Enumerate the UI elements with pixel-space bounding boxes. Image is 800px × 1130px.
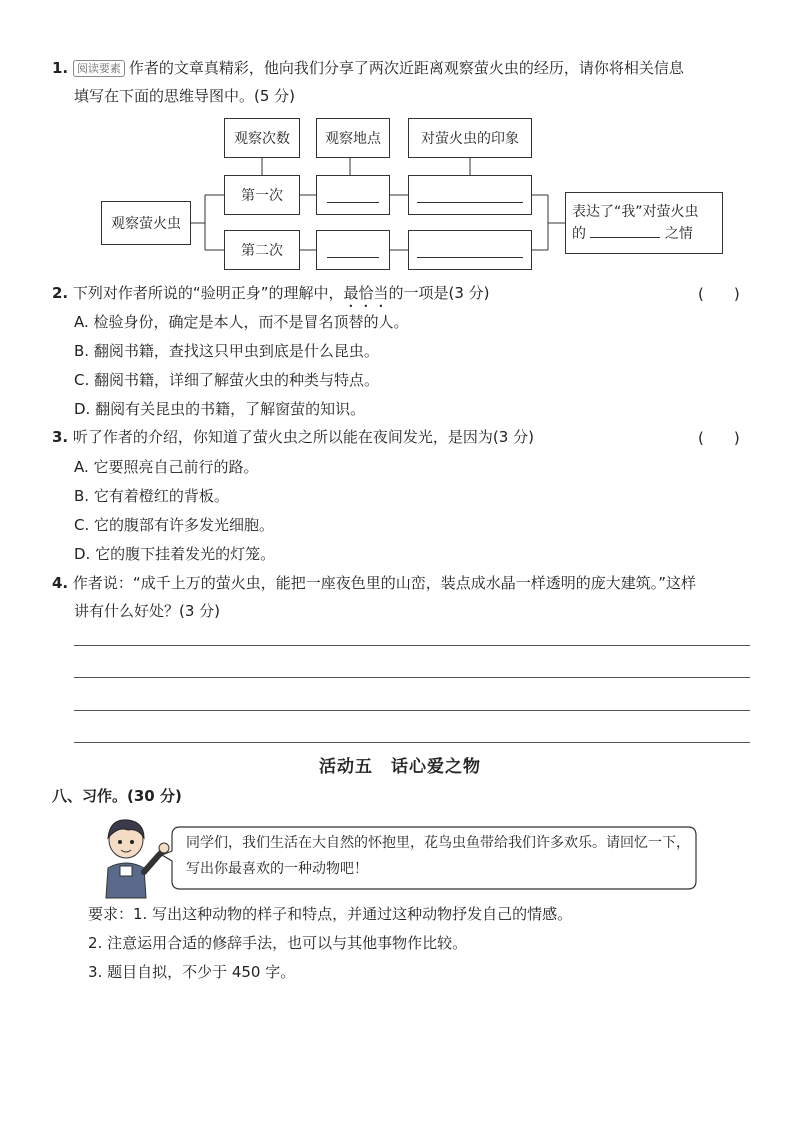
q2-answer-paren[interactable]: ( ) [698, 285, 740, 303]
summary-de: 的 [572, 226, 586, 242]
activity-title: 活动五 话心爱之物 [319, 757, 481, 777]
q2-text-post: 的一项是(3 分) [388, 284, 490, 302]
q4-text-line2: 讲有什么好处？(3 分) [74, 602, 221, 620]
speech-line1: 同学们，我们生活在大自然的怀抱里，花鸟虫鱼带给我们许多欢乐。请回忆一下， [186, 835, 690, 851]
q2-option-c[interactable]: C. 翻阅书籍，详细了解萤火虫的种类与特点。 [74, 371, 380, 389]
q4-answer-line[interactable] [74, 742, 750, 743]
q4-answer-line[interactable] [74, 677, 750, 678]
q2-stem [52, 283, 490, 311]
reading-element-badge: 阅读要素 [73, 60, 125, 77]
first-place-answer-box[interactable] [316, 175, 390, 215]
q2-option-a[interactable]: A. 检验身份，确定是本人，而不是冒名顶替的人。 [74, 313, 409, 331]
q3-option-b[interactable]: B. 它有着橙红的背板。 [74, 487, 229, 505]
q2-number: 2. [52, 284, 69, 302]
q3-text: 听了作者的介绍，你知道了萤火虫之所以能在夜间发光，是因为(3 分) [72, 428, 534, 446]
q3-stem [52, 427, 534, 447]
row-second-label: 第二次 [224, 230, 300, 270]
q4-text-line1: 作者说：“成千上万的萤火虫，能把一座夜色里的山峦，装点成水晶一样透明的庞大建筑。”这样 [72, 574, 696, 592]
speech-line2: 写出你最喜欢的一种动物吧！ [186, 861, 368, 877]
summary-answer-blank[interactable] [590, 237, 660, 238]
q1-text-line1: 作者的文章真精彩，他向我们分享了两次近距离观察萤火虫的经历，请你将相关信息 [128, 59, 684, 77]
second-place-answer-box[interactable] [316, 230, 390, 270]
q2-text-emphasis: 最恰当 [343, 284, 389, 302]
summary-suffix: 之情 [664, 226, 693, 242]
header-observation-count: 观察次数 [224, 118, 300, 158]
section8-heading: 八、习作。(30 分) [52, 787, 182, 805]
q3-answer-paren[interactable]: ( ) [698, 429, 740, 447]
q4-line1 [52, 573, 696, 593]
q1-text-line2: 填写在下面的思维导图中。(5 分) [74, 87, 296, 105]
summary-box [565, 192, 723, 254]
q3-option-a[interactable]: A. 它要照亮自己前行的路。 [74, 458, 259, 476]
mind-map-root: 观察萤火虫 [101, 201, 191, 245]
boy-illustration [92, 810, 170, 900]
requirement-3: 3. 题目自拟，不少于 450 字。 [88, 963, 296, 981]
requirement-2: 2. 注意运用合适的修辞手法，也可以与其他事物作比较。 [88, 934, 468, 952]
q2-option-d[interactable]: D. 翻阅有关昆虫的书籍，了解窗萤的知识。 [74, 400, 366, 418]
q1-number: 1. [52, 59, 69, 77]
q4-number: 4. [52, 574, 69, 592]
requirement-1: 要求：1. 写出这种动物的样子和特点，并通过这种动物抒发自己的情感。 [88, 905, 573, 923]
q2-option-b[interactable]: B. 翻阅书籍，查找这只甲虫到底是什么昆虫。 [74, 342, 379, 360]
summary-line1: 表达了“我”对萤火虫 [572, 204, 699, 220]
q3-number: 3. [52, 428, 69, 446]
row-first-label: 第一次 [224, 175, 300, 215]
header-impression: 对萤火虫的印象 [408, 118, 532, 158]
second-impression-answer-box[interactable] [408, 230, 532, 270]
q4-answer-line[interactable] [74, 645, 750, 646]
q4-answer-line[interactable] [74, 710, 750, 711]
q3-option-c[interactable]: C. 它的腹部有许多发光细胞。 [74, 516, 275, 534]
first-impression-answer-box[interactable] [408, 175, 532, 215]
q2-text-pre: 下列对作者所说的“验明正身”的理解中， [72, 284, 344, 302]
header-observation-place: 观察地点 [316, 118, 390, 158]
q3-option-d[interactable]: D. 它的腹下挂着发光的灯笼。 [74, 545, 276, 563]
